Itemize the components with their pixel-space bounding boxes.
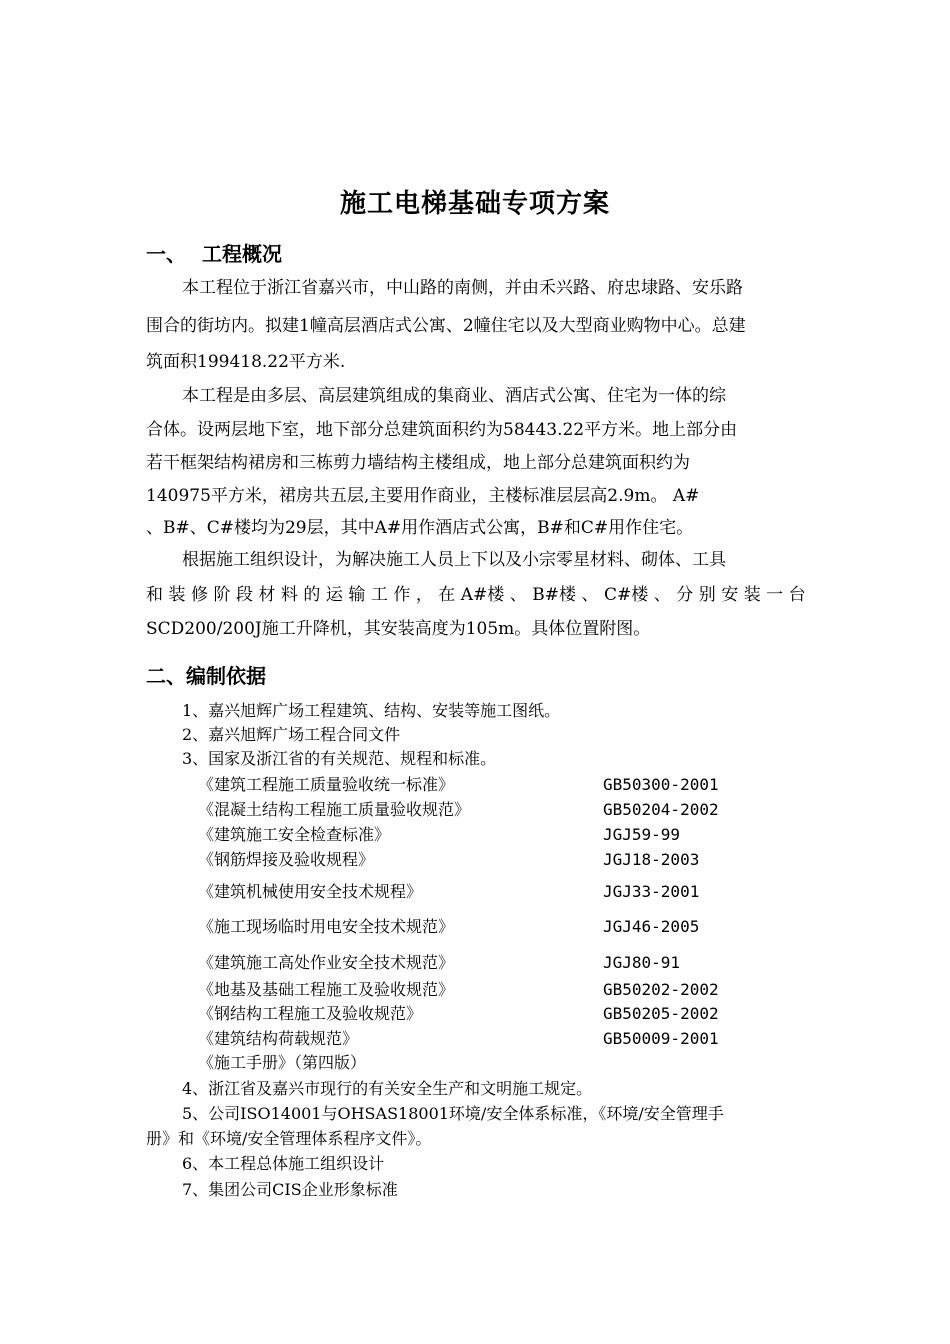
- para-2-line-4: 140975平方米，裙房共五层,主要用作商业，主楼标准层层高2.9m。 A#: [146, 486, 700, 506]
- para-2-line-3: 若干框架结构裙房和三栋剪力墙结构主楼组成，地上部分总建筑面积约为: [146, 453, 690, 473]
- para-2-line-2: 合体。设两层地下室，地下部分总建筑面积约为58443.22平方米。地上部分由: [146, 420, 738, 440]
- para-3-line-1: 根据施工组织设计，为解决施工人员上下以及小宗零星材料、砌体、工具: [182, 550, 726, 570]
- section-1-heading-number: 一、: [146, 242, 186, 266]
- standard-name: 《地基及基础工程施工及验收规范》: [198, 980, 455, 999]
- standard-code: GB50204-2002: [603, 800, 719, 819]
- section-2-heading: 二、编制依据: [146, 664, 266, 688]
- list-item: 1、嘉兴旭辉广场工程建筑、结构、安装等施工图纸。: [182, 701, 561, 720]
- standard-name: 《建筑机械使用安全技术规程》: [198, 882, 423, 901]
- list-item: 4、浙江省及嘉兴市现行的有关安全生产和文明施工规定。: [182, 1079, 593, 1098]
- para-2-line-1: 本工程是由多层、高层建筑组成的集商业、酒店式公寓、住宅为一体的综: [182, 386, 726, 406]
- list-item: 7、集团公司CIS企业形象标准: [182, 1180, 398, 1199]
- page-title: 施工电梯基础专项方案: [339, 189, 610, 219]
- standard-code: JGJ46-2005: [603, 917, 700, 936]
- standard-code: JGJ80-91: [603, 953, 681, 972]
- para-1-line-1: 本工程位于浙江省嘉兴市，中山路的南侧，并由禾兴路、府忠埭路、安乐路: [182, 278, 743, 298]
- standard-name: 《建筑工程施工质量验收统一标准》: [198, 775, 455, 794]
- para-1-line-2: 围合的街坊内。拟建1幢高层酒店式公寓、2幢住宅以及大型商业购物中心。总建: [146, 316, 746, 336]
- para-3-line-3: SCD200/200J施工升降机，其安装高度为105m。具体位置附图。: [146, 619, 651, 639]
- standard-name: 《建筑施工高处作业安全技术规范》: [198, 953, 455, 972]
- standard-name: 《钢筋焊接及验收规程》: [198, 850, 375, 869]
- list-item: 2、嘉兴旭辉广场工程合同文件: [182, 725, 401, 744]
- standard-code: GB50205-2002: [603, 1004, 719, 1023]
- standard-code: JGJ33-2001: [603, 882, 700, 901]
- standard-code: JGJ18-2003: [603, 850, 700, 869]
- standard-name: 《混凝土结构工程施工质量验收规范》: [198, 800, 471, 819]
- para-1-line-3: 筑面积199418.22平方米.: [146, 352, 346, 372]
- list-item: 6、本工程总体施工组织设计: [182, 1154, 385, 1173]
- standard-code: GB50202-2002: [603, 980, 719, 999]
- standard-name: 《建筑结构荷载规范》: [198, 1029, 359, 1048]
- standard-code: GB50300-2001: [603, 775, 719, 794]
- list-item-continuation: 册》和《环境/安全管理体系程序文件》。: [146, 1129, 432, 1148]
- list-item: 5、公司ISO14001与OHSAS18001环境/安全体系标准，《环境/安全管理手: [182, 1104, 724, 1123]
- section-1-heading: 工程概况: [202, 242, 282, 266]
- standard-name: 《建筑施工安全检查标准》: [198, 825, 391, 844]
- standard-name: 《施工手册》（第四版）: [198, 1053, 367, 1072]
- para-2-line-5: 、B#、C#楼均为29层，其中A#用作酒店式公寓，B#和C#用作住宅。: [146, 518, 694, 538]
- standard-code: JGJ59-99: [603, 825, 681, 844]
- standard-name: 《施工现场临时用电安全技术规范》: [198, 917, 455, 936]
- list-item: 3、国家及浙江省的有关规范、规程和标准。: [182, 749, 497, 768]
- standard-code: GB50009-2001: [603, 1029, 719, 1048]
- para-3-line-2: 和 装 修 阶 段 材 料 的 运 输 工 作 ， 在 A#楼 、 B#楼 、 C#楼 、 分 别 安 装 一 台: [146, 585, 806, 605]
- standard-name: 《钢结构工程施工及验收规范》: [198, 1004, 423, 1023]
